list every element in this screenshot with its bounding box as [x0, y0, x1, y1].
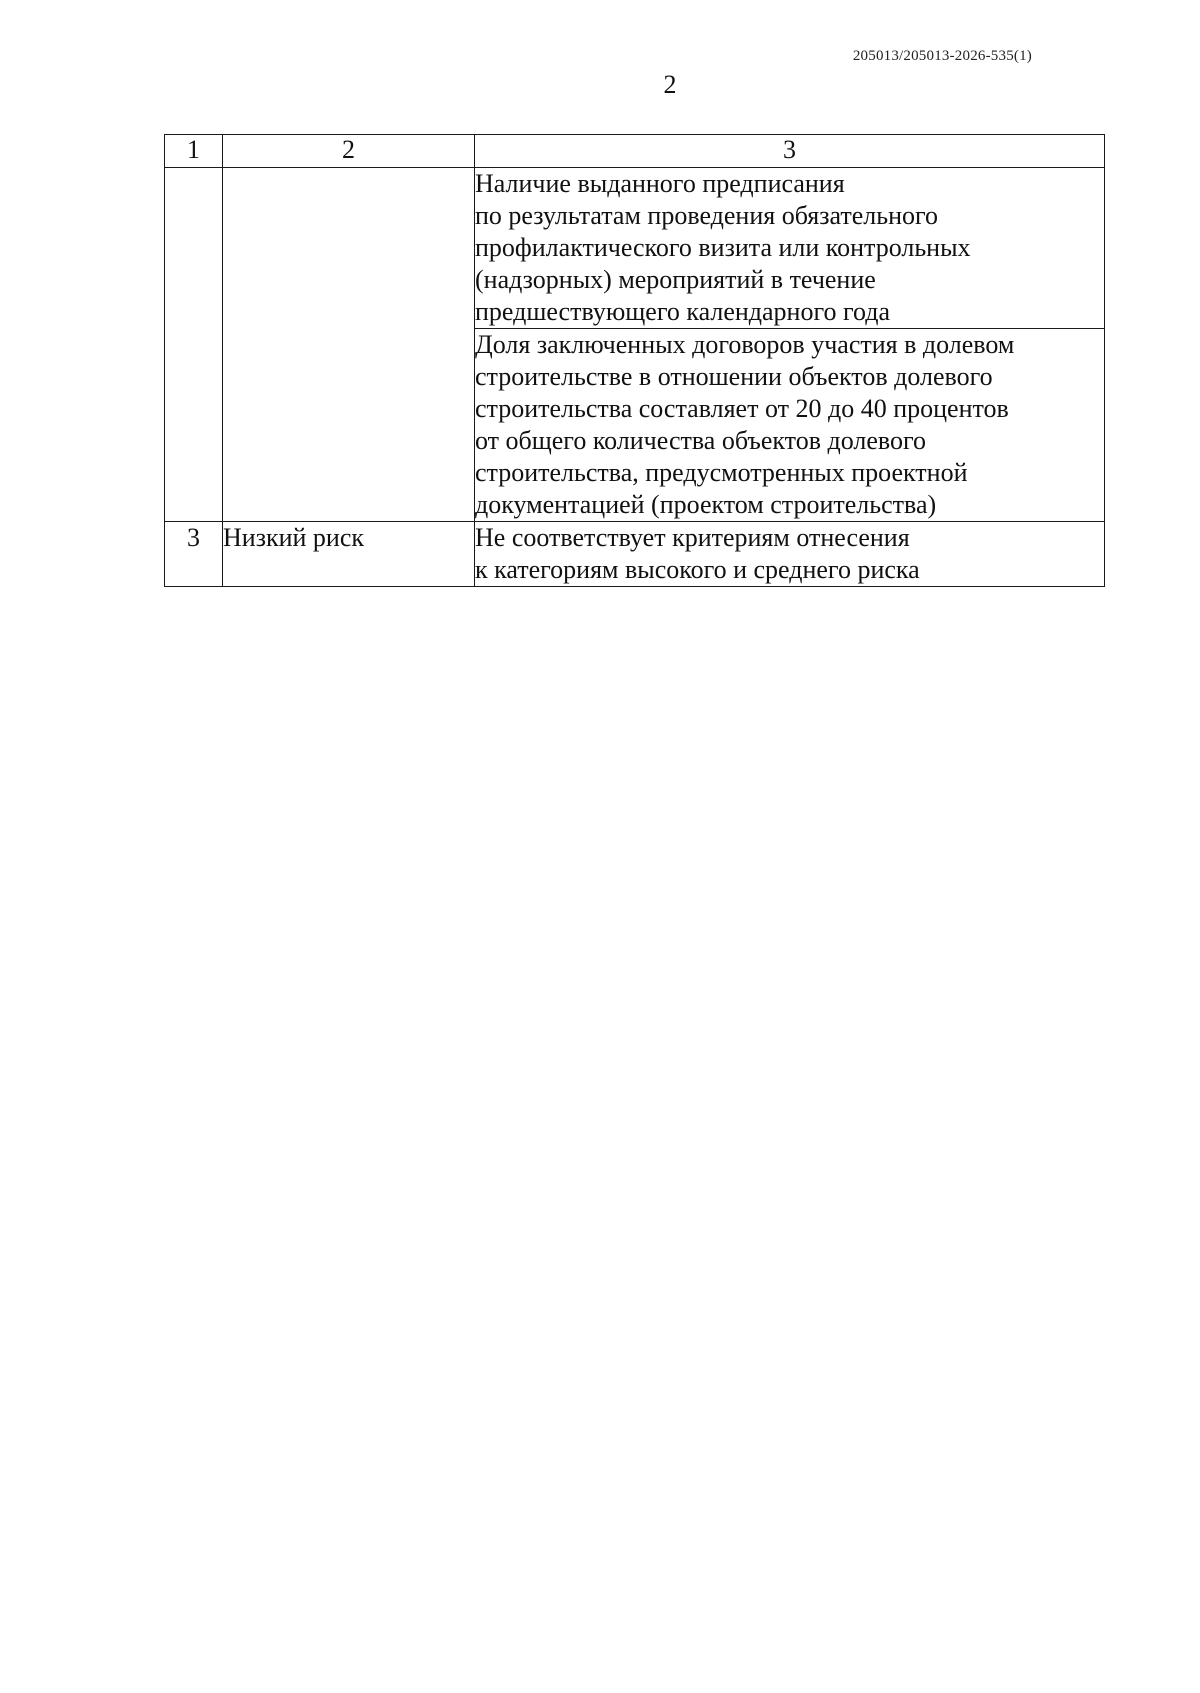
risk-level: [223, 168, 475, 522]
row-number: [165, 168, 223, 522]
table-header-row: [165, 135, 1105, 168]
row-number: 3: [165, 522, 223, 587]
column-header: 2: [223, 135, 475, 168]
page-number: 2: [663, 70, 677, 99]
criterion-cell: Наличие выданного предписания по результатам проведения обязательного профилактического визита или контрольных (надзорных) мероприятий в течение предшествующего календарного года: [475, 168, 1105, 329]
document-id: 205013/205013-2026-535(1): [852, 48, 1032, 64]
column-header: 1: [165, 135, 223, 168]
table-row: [165, 522, 1105, 587]
criterion-cell: Не соответствует критериям отнесения к категориям высокого и среднего риска: [475, 522, 1105, 587]
criterion-cell: Доля заключенных договоров участия в долевом строительстве в отношении объектов долевого строительства составляет от 20 до 40 процентов от общего количества объектов долевого строительства, предусмотренных проектной документацией (проектом строительства): [475, 329, 1105, 522]
risk-level: Низкий риск: [223, 522, 475, 587]
table-row: [165, 168, 1105, 329]
risk-criteria-table: [164, 134, 1105, 587]
column-header: 3: [475, 135, 1105, 168]
